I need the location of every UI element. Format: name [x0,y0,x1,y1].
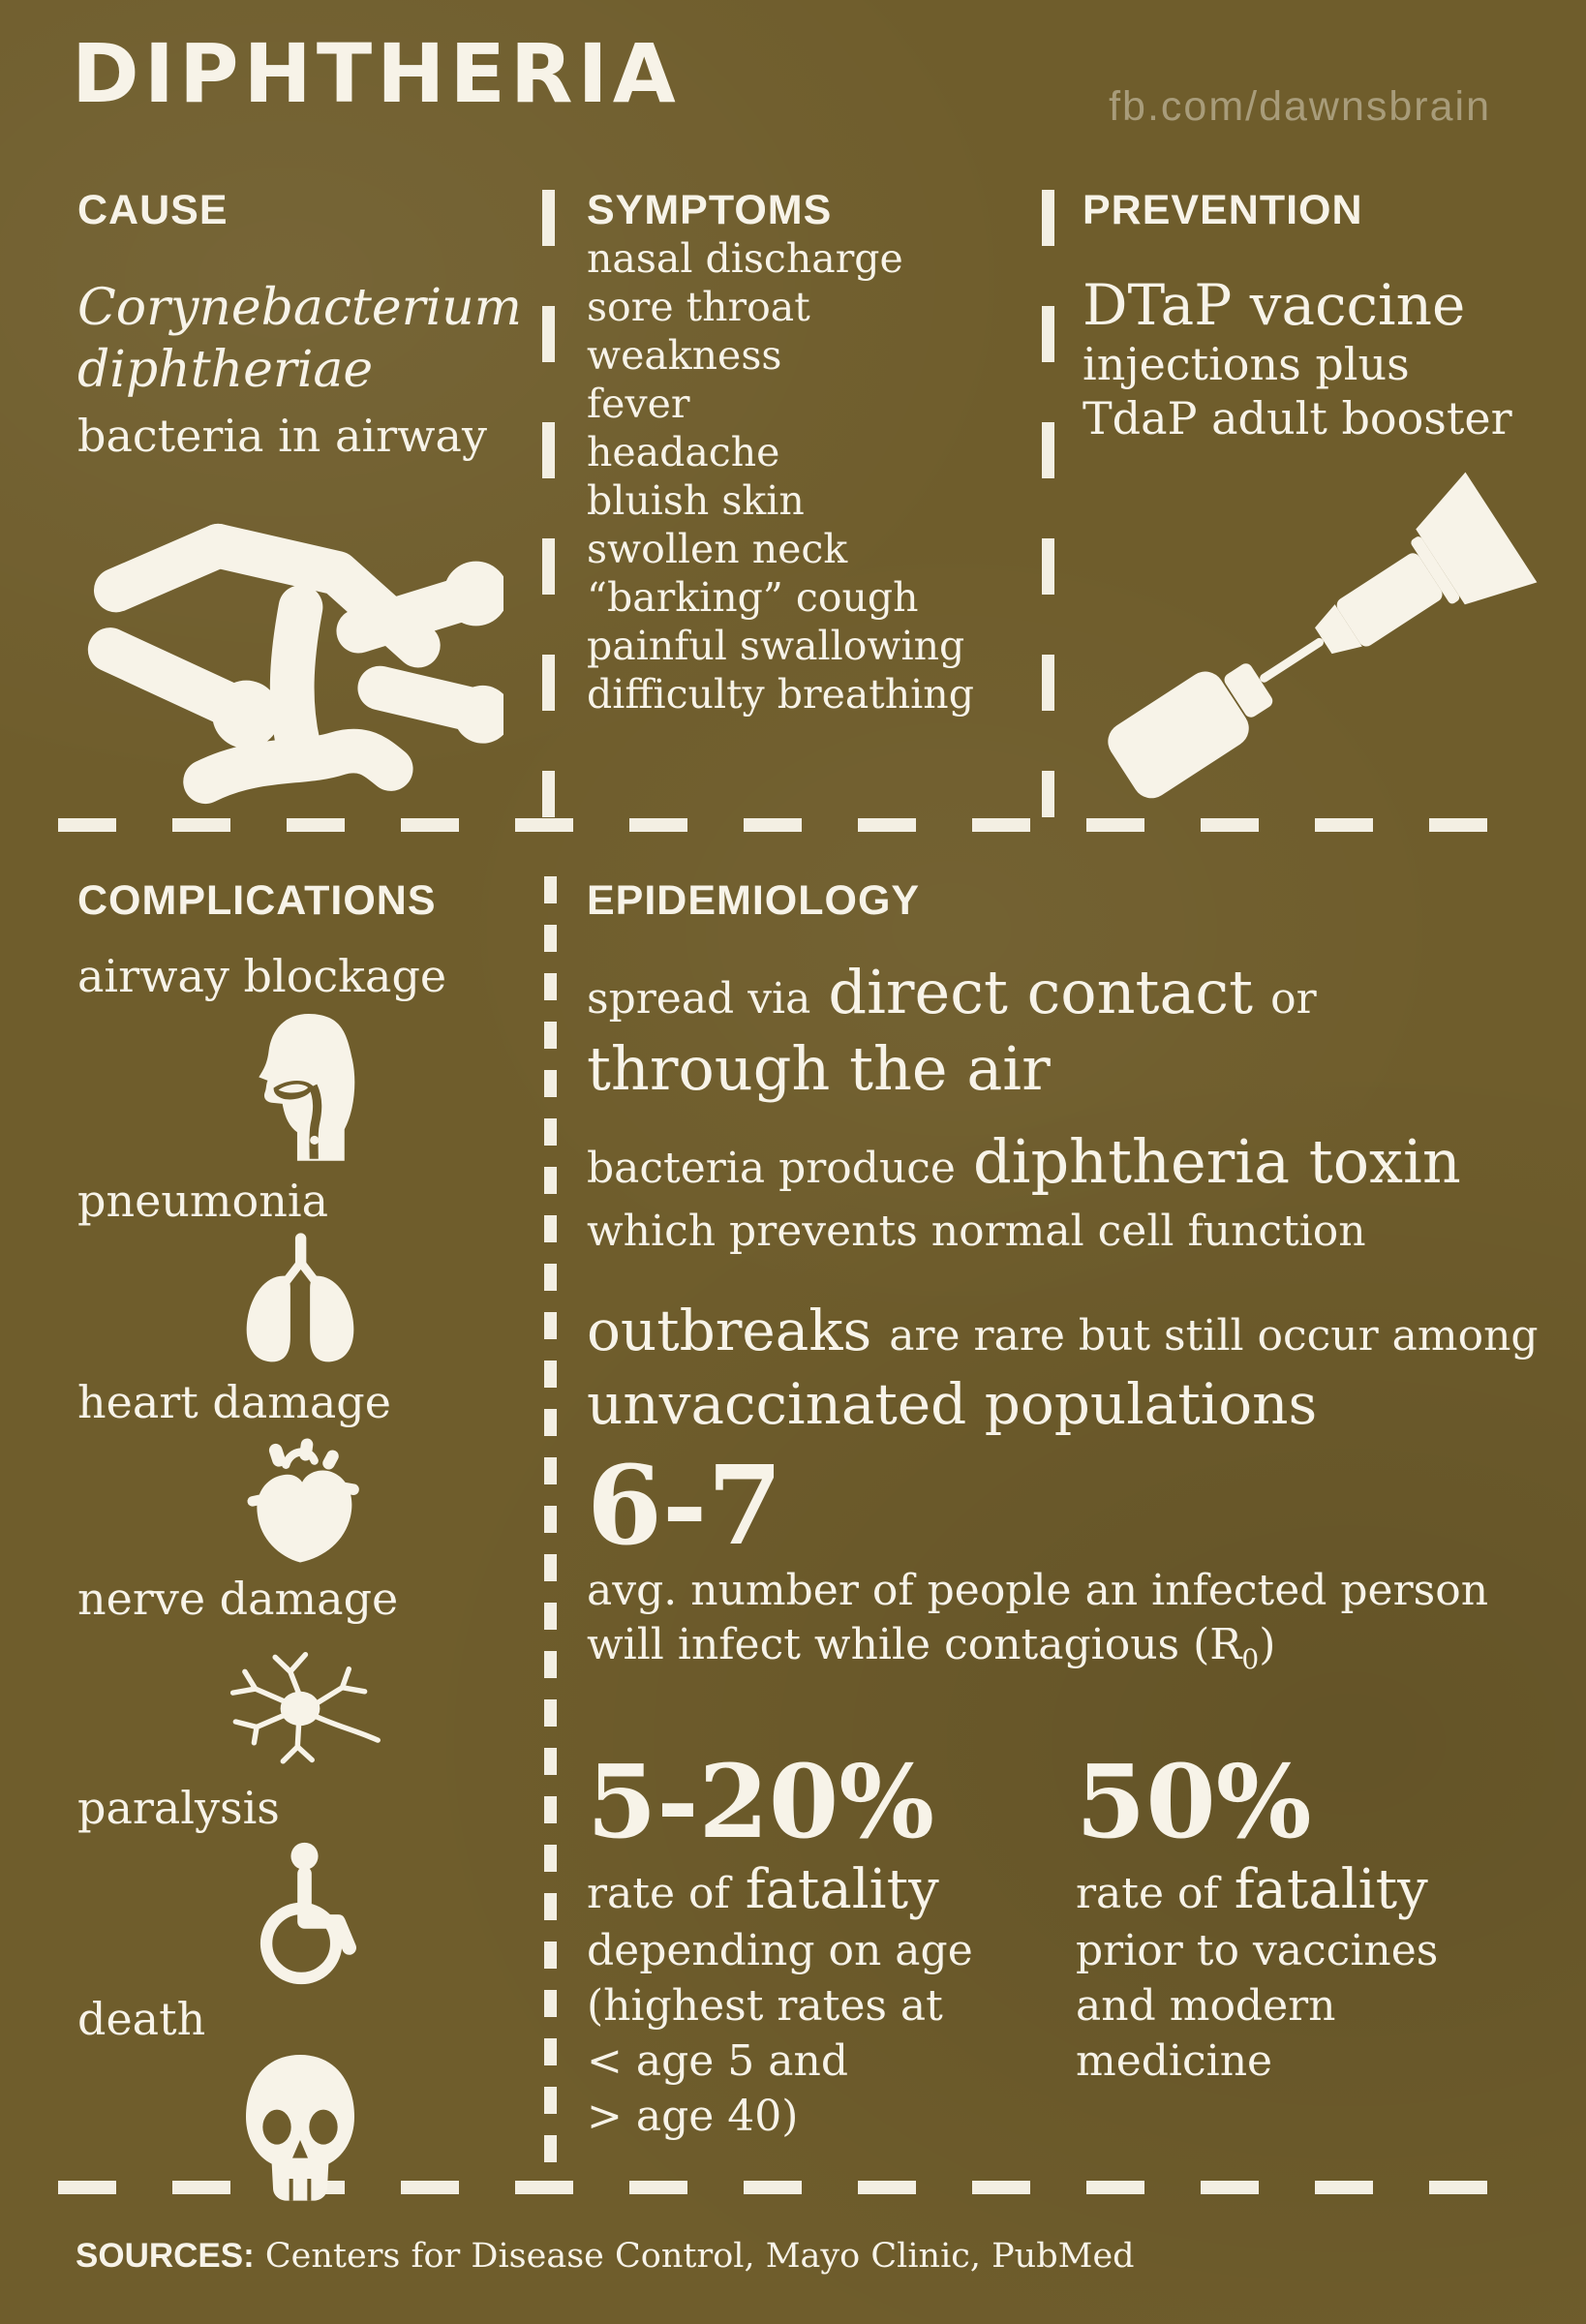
stat-value: 5-20% [587,1741,935,1861]
bacteria-icon [77,488,523,811]
section-epidemiology [587,876,1565,2144]
section-cause [77,186,523,811]
head-airway-icon [77,1008,523,1161]
symptom-item: sore throat [587,284,810,330]
complications-header: COMPLICATIONS [77,877,437,924]
outbreaks-big2: unvaccinated populations [587,1371,1318,1437]
organism-line1: Corynebacterium [77,279,522,337]
fatality-stat-pre-vaccine [1076,1741,1565,2144]
fatality-stats [587,1741,1565,2144]
symptom-item: weakness [587,332,782,379]
symptom-item: swollen neck [587,526,848,572]
stat-line: depending on age [587,1925,973,1975]
symptom-item: difficulty breathing [587,671,974,718]
toxin-statement [587,1127,1565,1260]
r0-caption-line2 [587,1618,1565,1687]
symptom-item: fever [587,381,690,427]
spread-small1: spread via [587,974,811,1024]
stat-line: prior to vaccines [1076,1925,1439,1975]
outbreaks-statement [587,1297,1565,1438]
divider-cause-symptoms [542,190,555,817]
stat-line: medicine [1076,2035,1273,2086]
stat-line: > age 40) [587,2091,799,2141]
complication-label: pneumonia [77,1175,328,1227]
cause-header: CAUSE [77,187,229,233]
divider-complications-epidemiology [544,876,557,2182]
lungs-icon [77,1233,523,1368]
r0-caption-line2-post: ) [1259,1620,1276,1669]
complication-label: paralysis [77,1782,280,1834]
vaccine-name: DTaP vaccine [1083,272,1466,338]
cause-note: bacteria in airway [77,410,487,462]
spread-big2: through the air [587,1033,1051,1104]
toxin-small1: bacteria produce [587,1144,956,1193]
watermark-url: fb.com/dawnsbrain [1109,83,1491,130]
stat-caption-small: rate of [587,1868,730,1918]
stat-caption-small: rate of [1076,1868,1219,1918]
stat-value: 50% [1076,1741,1312,1861]
wheelchair-icon [77,1840,523,1987]
prevention-header: PREVENTION [1083,187,1363,233]
symptoms-header: SYMPTOMS [587,187,833,233]
sources-label: SOURCES: [76,2237,255,2275]
spread-small2: or [1270,974,1317,1024]
divider-row1-row2 [58,818,1540,832]
symptom-item: nasal discharge [587,235,903,282]
sources-line [76,2235,1135,2278]
prevention-detail-line2: TdaP adult booster [1083,392,1512,444]
toxin-big1: diphtheria toxin [972,1126,1461,1197]
fatality-stat-by-age [587,1741,1076,2144]
symptom-item: headache [587,429,780,475]
complication-label: airway blockage [77,950,447,1002]
stat-caption-big: fatality [1234,1857,1428,1921]
symptom-item: painful swallowing [587,623,965,669]
heart-icon [77,1434,523,1567]
skull-icon [77,2051,523,2206]
sources-text: Centers for Disease Control, Mayo Clinic, PubMed [264,2237,1135,2276]
spread-big1: direct contact [828,957,1254,1027]
cause-organism [77,277,523,401]
outbreaks-small1: are rare but still occur among [889,1311,1539,1361]
outbreaks-big1: outbreaks [587,1298,872,1363]
stat-line: and modern [1076,1980,1336,2031]
complication-label: nerve damage [77,1573,399,1625]
stat-line: (highest rates at [587,1980,943,2031]
r0-stat [587,1443,1565,1687]
section-complications [77,876,523,2206]
r0-value: 6-7 [587,1443,783,1570]
neuron-icon [77,1631,523,1776]
r0-subscript: 0 [1241,1642,1260,1675]
organism-line2: diphtheriae [77,341,374,399]
spread-statement [587,958,1565,1104]
complication-label: heart damage [77,1376,391,1428]
stat-caption-big: fatality [745,1857,939,1921]
prevention-detail-line1: injections plus [1083,338,1410,390]
section-symptoms [587,186,1013,719]
symptom-item: bluish skin [587,477,805,524]
r0-caption-line2-pre: will infect while contagious (R [587,1620,1242,1669]
syringe-vial-icon [1055,451,1547,806]
stat-line: < age 5 and [587,2035,848,2086]
epidemiology-header: EPIDEMIOLOGY [587,877,921,924]
toxin-line2: which prevents normal cell function [587,1207,1366,1256]
complication-label: death [77,1993,206,2045]
r0-caption-line1: avg. number of people an infected person [587,1566,1489,1615]
symptom-item: “barking” cough [587,574,919,621]
page-title: DIPHTHERIA [72,26,681,121]
divider-symptoms-prevention [1042,190,1054,817]
section-prevention [1083,186,1547,806]
